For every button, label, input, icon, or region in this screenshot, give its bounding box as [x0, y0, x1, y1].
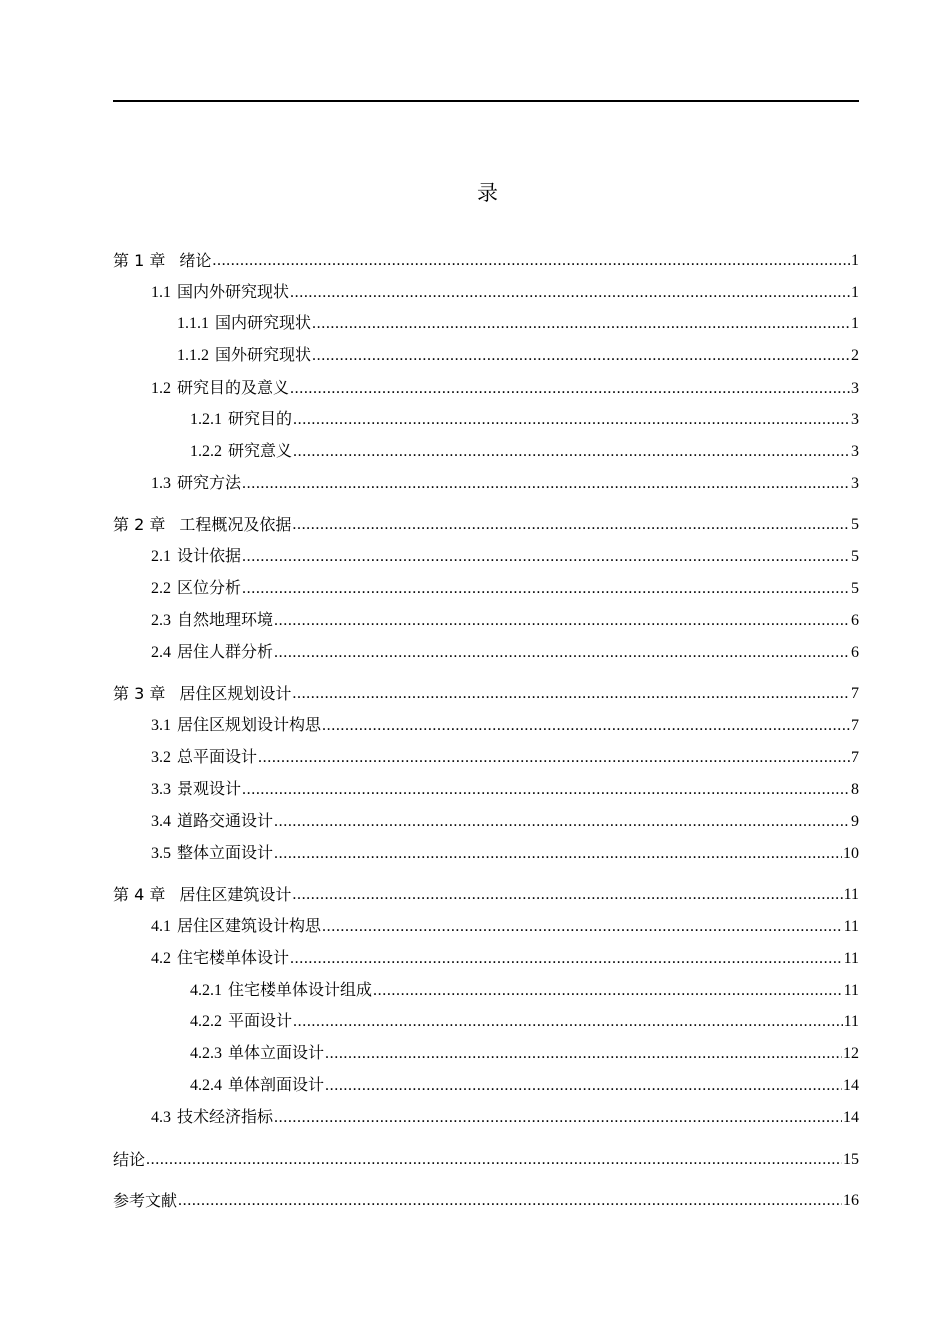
entry-number: 4.2.1 [190, 982, 222, 999]
toc-entry-2-3[interactable] [113, 604, 859, 632]
dot-leader [274, 843, 842, 865]
page-number: 10 [843, 845, 859, 862]
entry-text: 国内研究现状 [215, 313, 312, 332]
entry-text: 居住区建筑设计 [179, 885, 292, 904]
page-number: 2 [851, 347, 859, 364]
entry-number: 3.4 [151, 813, 171, 830]
toc-title: 录 [477, 181, 498, 205]
page-number: 15 [843, 1151, 859, 1168]
entry-text: 单体剖面设计 [228, 1075, 325, 1094]
toc-entry-4-2-4[interactable] [113, 1069, 859, 1097]
dot-leader [242, 473, 850, 495]
dot-leader [293, 409, 850, 431]
entry-number: 4.3 [151, 1109, 171, 1126]
page-number: 6 [851, 612, 859, 629]
toc-entry-1-2[interactable] [113, 372, 859, 400]
toc-entry-3-3[interactable] [113, 773, 859, 801]
page-number: 9 [851, 813, 859, 830]
toc-entry-2-4[interactable] [113, 636, 859, 664]
dot-leader [178, 1190, 842, 1212]
entry-text: 技术经济指标 [177, 1107, 274, 1126]
entry-number: 2.4 [151, 644, 171, 661]
entry-text: 结论 [113, 1150, 146, 1169]
entry-number: 3.1 [151, 717, 171, 734]
entry-number: 1.2 [151, 380, 171, 397]
page-number: 3 [851, 411, 859, 428]
dot-leader [258, 747, 850, 769]
toc-entry-2-1[interactable] [113, 540, 859, 568]
toc-entry-4-3[interactable] [113, 1101, 859, 1129]
dot-leader [312, 345, 850, 367]
entry-text: 绪论 [179, 251, 212, 270]
dot-leader [292, 683, 850, 705]
page-number: 7 [851, 685, 859, 702]
page-number: 5 [851, 516, 859, 533]
entry-text: 自然地理环境 [177, 610, 274, 629]
entry-text: 景观设计 [177, 779, 242, 798]
page-number: 12 [843, 1045, 859, 1062]
entry-number: 3.2 [151, 749, 171, 766]
page-number: 1 [851, 284, 859, 301]
page-number: 7 [851, 749, 859, 766]
page-number: 1 [851, 252, 859, 269]
dot-leader [293, 1011, 843, 1033]
dot-leader [290, 948, 843, 970]
page-number: 6 [851, 644, 859, 661]
toc-entry-chapter-3[interactable] [113, 677, 859, 705]
entry-text: 居住区建筑设计构思 [177, 916, 322, 935]
dot-leader [242, 546, 850, 568]
entry-text: 研究目的及意义 [177, 378, 290, 397]
toc-entry-1-1-1[interactable] [113, 307, 859, 335]
page-number: 14 [843, 1109, 859, 1126]
toc-entry-chapter-1[interactable] [113, 244, 859, 272]
entry-text: 参考文献 [113, 1191, 178, 1210]
dot-leader [274, 642, 850, 664]
entry-number: 第 3 章 [113, 684, 166, 703]
toc-entry-4-2-3[interactable] [113, 1037, 859, 1065]
dot-leader [146, 1149, 842, 1171]
entry-number: 1.1 [151, 284, 171, 301]
entry-number: 4.2.3 [190, 1045, 222, 1062]
entry-number: 第 1 章 [113, 251, 166, 270]
dot-leader [274, 610, 850, 632]
entry-text: 平面设计 [228, 1011, 293, 1030]
page-number: 5 [851, 580, 859, 597]
entry-text: 研究意义 [228, 441, 293, 460]
entry-number: 1.2.1 [190, 411, 222, 428]
dot-leader [274, 811, 850, 833]
entry-number: 1.1.1 [177, 315, 209, 332]
dot-leader [322, 715, 850, 737]
toc-entry-chapter-4[interactable] [113, 878, 859, 906]
page-number: 3 [851, 443, 859, 460]
toc-entry-chapter-2[interactable] [113, 508, 859, 536]
toc-entry-1-1[interactable] [113, 276, 859, 304]
entry-text: 单体立面设计 [228, 1043, 325, 1062]
dot-leader [322, 916, 843, 938]
entry-text: 住宅楼单体设计组成 [228, 980, 373, 999]
page-number: 7 [851, 717, 859, 734]
entry-text: 研究方法 [177, 473, 242, 492]
entry-text: 研究目的 [228, 409, 293, 428]
entry-text: 区位分析 [177, 578, 242, 597]
entry-text: 道路交通设计 [177, 811, 274, 830]
dot-leader [274, 1107, 842, 1129]
page-number: 16 [843, 1192, 859, 1209]
dot-leader [325, 1043, 842, 1065]
entry-number: 1.3 [151, 475, 171, 492]
entry-text: 居住区规划设计构思 [177, 715, 322, 734]
entry-number: 第 4 章 [113, 885, 166, 904]
dot-leader [290, 378, 850, 400]
toc-entry-4-2-2[interactable] [113, 1005, 859, 1033]
page-number: 3 [851, 475, 859, 492]
entry-number: 1.2.2 [190, 443, 222, 460]
toc-entry-4-2-1[interactable] [113, 974, 859, 1002]
dot-leader [242, 779, 850, 801]
toc-entry-2-2[interactable] [113, 572, 859, 600]
entry-number: 2.2 [151, 580, 171, 597]
page-number: 11 [843, 950, 859, 967]
page-number: 5 [851, 548, 859, 565]
entry-text: 居住区规划设计 [179, 684, 292, 703]
page-number: 11 [843, 1013, 859, 1030]
toc-entry-1-2-2[interactable] [113, 435, 859, 463]
toc-entry-3-5[interactable] [113, 837, 859, 865]
dot-leader [312, 313, 850, 335]
entry-number: 第 2 章 [113, 515, 166, 534]
entry-text: 住宅楼单体设计 [177, 948, 290, 967]
entry-number: 3.5 [151, 845, 171, 862]
toc-entry-4-1[interactable] [113, 910, 859, 938]
entry-text: 工程概况及依据 [179, 515, 292, 534]
entry-number: 1.1.2 [177, 347, 209, 364]
entry-text: 国外研究现状 [215, 345, 312, 364]
entry-number: 4.2.2 [190, 1013, 222, 1030]
page-number: 11 [843, 982, 859, 999]
toc-entry-references[interactable] [113, 1184, 859, 1212]
dot-leader [212, 250, 850, 272]
dot-leader [292, 514, 850, 536]
dot-leader [290, 282, 850, 304]
toc-entry-4-2[interactable] [113, 942, 859, 970]
entry-number: 4.1 [151, 918, 171, 935]
toc-entry-conclusion[interactable] [113, 1143, 859, 1171]
entry-number: 4.2 [151, 950, 171, 967]
page-number: 8 [851, 781, 859, 798]
toc-entry-3-1[interactable] [113, 709, 859, 737]
toc-entry-1-3[interactable] [113, 467, 859, 495]
dot-leader [293, 441, 850, 463]
entry-text: 居住人群分析 [177, 642, 274, 661]
page-number: 11 [843, 886, 859, 903]
header-rule [113, 100, 859, 102]
toc-entry-1-1-2[interactable] [113, 339, 859, 367]
dot-leader [292, 884, 842, 906]
entry-number: 3.3 [151, 781, 171, 798]
toc-entry-1-2-1[interactable] [113, 403, 859, 431]
dot-leader [373, 980, 843, 1002]
entry-number: 4.2.4 [190, 1077, 222, 1094]
page-number: 3 [851, 380, 859, 397]
page-number: 11 [843, 918, 859, 935]
dot-leader [325, 1075, 842, 1097]
dot-leader [242, 578, 850, 600]
toc-entry-3-2[interactable] [113, 741, 859, 769]
entry-number: 2.1 [151, 548, 171, 565]
toc-entry-3-4[interactable] [113, 805, 859, 833]
page-number: 14 [843, 1077, 859, 1094]
page-number: 1 [851, 315, 859, 332]
entry-text: 总平面设计 [177, 747, 258, 766]
entry-text: 国内外研究现状 [177, 282, 290, 301]
entry-number: 2.3 [151, 612, 171, 629]
entry-text: 设计依据 [177, 546, 242, 565]
entry-text: 整体立面设计 [177, 843, 274, 862]
